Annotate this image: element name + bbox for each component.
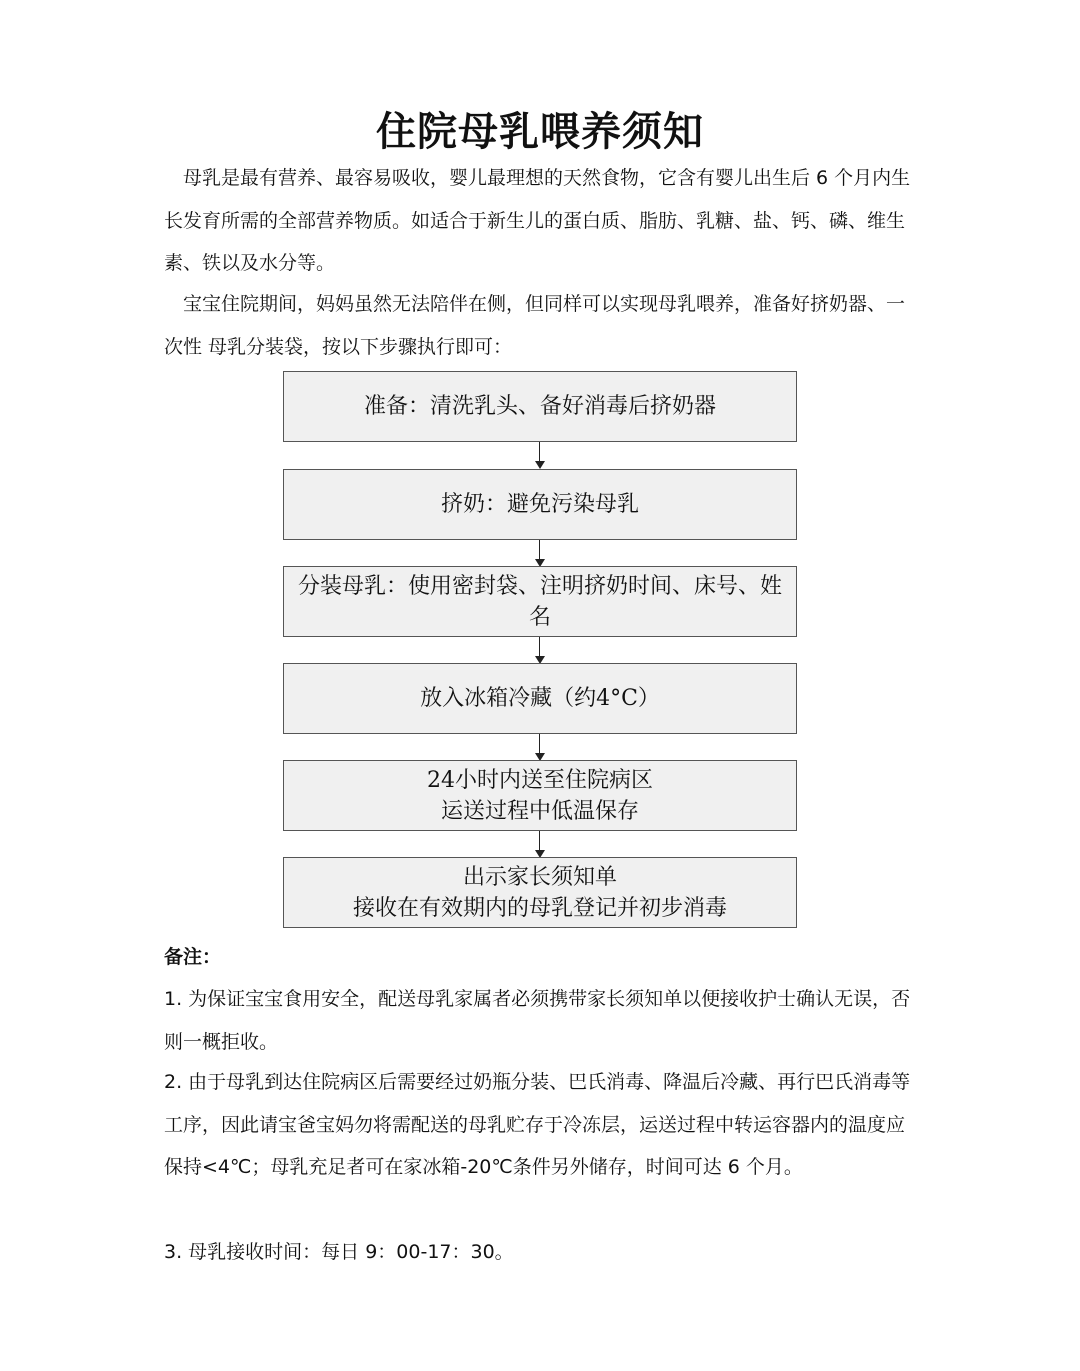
- flow-arrow-down-icon: [535, 540, 545, 567]
- flow-step-line: 放入冰箱冷藏（约4°C）: [420, 686, 660, 711]
- note-item: 3. 母乳接收时间：每日 9：00-17：30。: [164, 1241, 514, 1263]
- flow-step-refrigerate: [283, 663, 797, 734]
- flow-step-line: 准备：清洗乳头、备好消毒后挤奶器: [363, 394, 716, 419]
- flow-step-prepare: [283, 371, 797, 442]
- intro-paragraph: 母乳是最有营养、最容易吸收，婴儿最理想的天然食物，它含有婴儿出生后 6 个月内生长发育所需的全部营养物质。如适合于新生儿的蛋白质、脂肪、乳糖、盐、钙、磷、维生素、铁以及水分等。: [164, 167, 911, 274]
- flow-step-line: 分装母乳：使用密封袋、注明挤奶时间、床号、姓名: [297, 573, 782, 630]
- note-item: 2. 由于母乳到达住院病区后需要经过奶瓶分装、巴氏消毒、降温后冷藏、再行巴氏消毒等工序，因此请宝爸宝妈勿将需配送的母乳贮存于冷冻层，运送过程中转运容器内的温度应保持<4℃；母乳充足者可在家冰箱-20℃条件另外储存，时间可达 6 个月。: [164, 1071, 911, 1178]
- flow-step-express: [283, 469, 797, 540]
- flow-arrow-down-icon: [535, 831, 545, 858]
- flow-step-line: 接收在有效期内的母乳登记并初步消毒: [352, 895, 727, 921]
- notes-heading: 备注：: [164, 946, 222, 968]
- note-item: 1. 为保证宝宝食用安全，配送母乳家属者必须携带家长须知单以便接收护士确认无误，否则一概拒收。: [164, 988, 911, 1053]
- flow-arrow-down-icon: [535, 734, 545, 761]
- flow-step-line: 运送过程中低温保存: [440, 798, 639, 824]
- flow-arrow-down-icon: [535, 442, 545, 469]
- hospital-feeding-paragraph: 宝宝住院期间，妈妈虽然无法陪伴在侧，但同样可以实现母乳喂养，准备好挤奶器、一次性 母乳分装袋，按以下步骤执行即可：: [164, 293, 906, 358]
- flow-arrow-down-icon: [535, 637, 545, 664]
- flow-step-line: 24小时内送至住院病区: [427, 767, 653, 793]
- flow-step-pack: [283, 566, 797, 637]
- page-title: 住院母乳喂养须知: [376, 108, 704, 155]
- flow-step-deliver: [283, 760, 797, 831]
- flow-step-receive: [283, 857, 797, 928]
- flow-step-line: 挤奶：避免污染母乳: [440, 492, 639, 517]
- flow-step-line: 出示家长须知单: [462, 864, 617, 890]
